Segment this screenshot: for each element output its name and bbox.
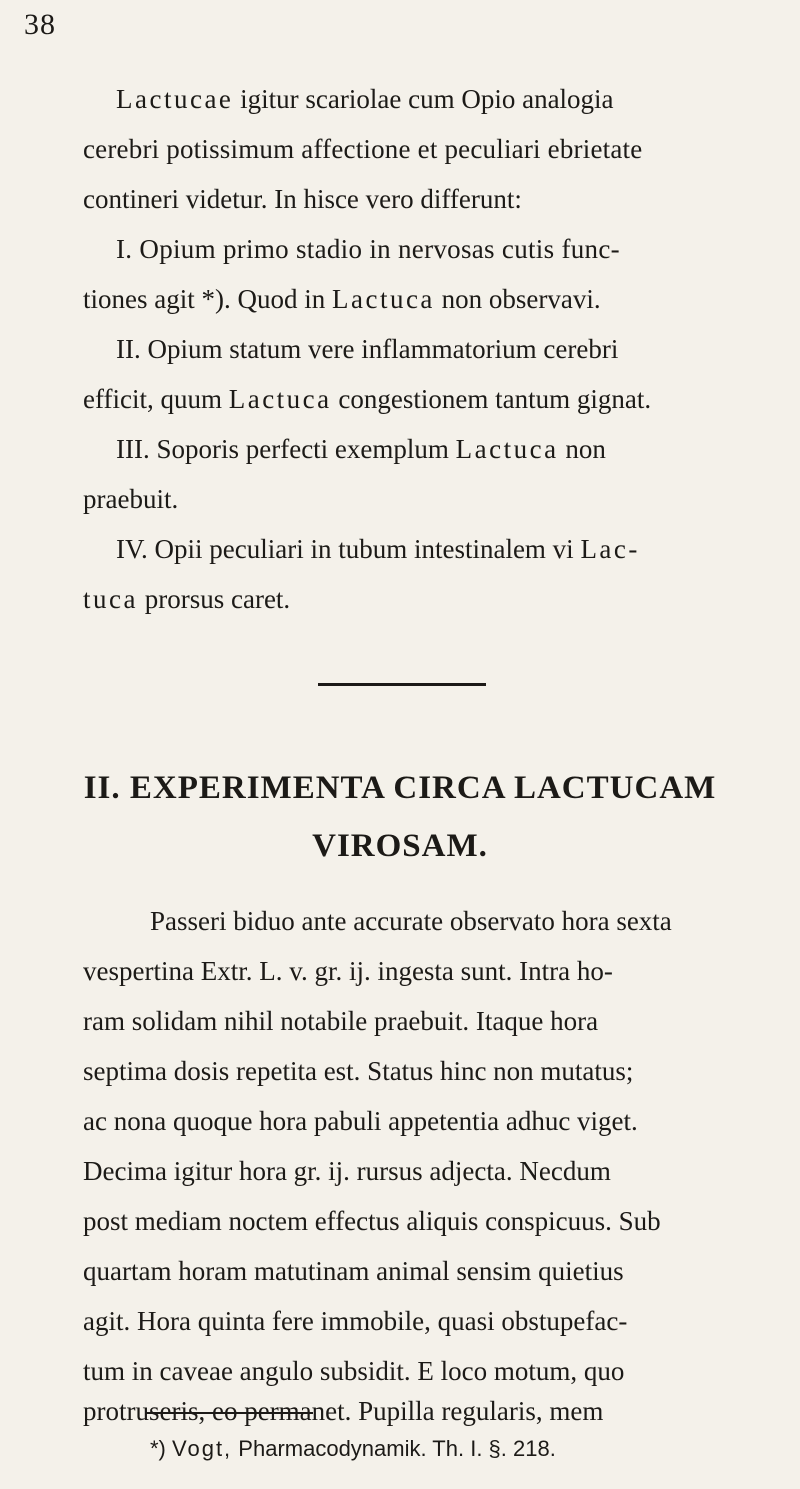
experiment-line: septima dosis repetita est. Status hinc non mutatus; <box>83 1056 634 1086</box>
difference-item-1: I. Opium primo stadio in nervosas cutis func- <box>116 234 620 264</box>
difference-item-3-text-a: III. Soporis perfecti exemplum <box>116 434 449 464</box>
difference-item-3-continued: praebuit. <box>83 484 179 514</box>
section-heading: II. EXPERIMENTA CIRCA LACTUCAM <box>83 770 717 806</box>
experiment-line: post mediam noctem effectus aliquis conspicuus. Sub <box>83 1206 661 1236</box>
intro-line-1-text: igitur scariolae cum Opio analogia <box>240 84 614 114</box>
difference-item-3 <box>116 434 606 465</box>
difference-item-1-continued <box>83 284 601 315</box>
experiment-line: protruseris, eo permanet. Pupilla regularis, mem <box>83 1396 604 1426</box>
section-heading-continued: VIROSAM. <box>312 828 488 864</box>
lactuca-name: Lac- <box>580 534 640 564</box>
lactuca-name: Lactuca <box>228 384 332 414</box>
difference-item-4-continued <box>83 584 290 615</box>
experiment-line: tum in caveae angulo subsidit. E loco motum, quo <box>83 1356 625 1386</box>
page-number: 38 <box>24 8 56 41</box>
lactuca-name: tuca <box>83 584 138 614</box>
difference-item-2-text-a: efficit, quum <box>83 384 222 414</box>
lactuca-name: Lactuca <box>331 284 435 314</box>
footnote-author: Vogt, <box>172 1436 233 1461</box>
experiment-line: agit. Hora quinta fere immobile, quasi obstupefac- <box>83 1306 628 1336</box>
difference-item-4-text-a: IV. Opii peculiari in tubum intestinalem vi <box>116 534 574 564</box>
difference-item-1-text-a: tiones agit *). Quod in <box>83 284 326 314</box>
intro-line-1 <box>116 84 614 115</box>
difference-item-2-text-b: congestionem tantum gignat. <box>338 384 652 414</box>
experiment-line: Decima igitur hora gr. ij. rursus adjecta. Necdum <box>83 1156 611 1186</box>
lactuca-name: Lactuca <box>455 434 559 464</box>
intro-line-2: cerebri potissimum affectione et peculiari ebrietate <box>83 134 643 164</box>
intro-line-3: contineri videtur. In hisce vero differunt: <box>83 184 522 214</box>
difference-item-2-continued <box>83 384 651 415</box>
footnote-divider <box>145 1412 313 1414</box>
experiment-line: ac nona quoque hora pabuli appetentia adhuc viget. <box>83 1106 638 1136</box>
footnote <box>150 1436 556 1462</box>
experiment-line: ram solidam nihil notabile praebuit. Itaque hora <box>83 1006 599 1036</box>
footnote-marker: *) <box>150 1436 166 1461</box>
lactuca-name: Lactucae <box>116 84 234 114</box>
difference-item-4 <box>116 534 640 565</box>
difference-item-2: II. Opium statum vere inflammatorium cerebri <box>116 334 619 364</box>
experiment-line: Passeri biduo ante accurate observato hora sexta <box>150 906 672 936</box>
experiment-line: vespertina Extr. L. v. gr. ij. ingesta sunt. Intra ho- <box>83 956 613 986</box>
section-divider <box>318 683 486 686</box>
experiment-line: quartam horam matutinam animal sensim quietius <box>83 1256 624 1286</box>
difference-item-4-text-b: prorsus caret. <box>144 584 291 614</box>
difference-item-3-text-b: non <box>565 434 606 464</box>
difference-item-1-text-b: non observavi. <box>441 284 601 314</box>
footnote-citation: Pharmacodynamik. Th. I. §. 218. <box>238 1436 556 1461</box>
